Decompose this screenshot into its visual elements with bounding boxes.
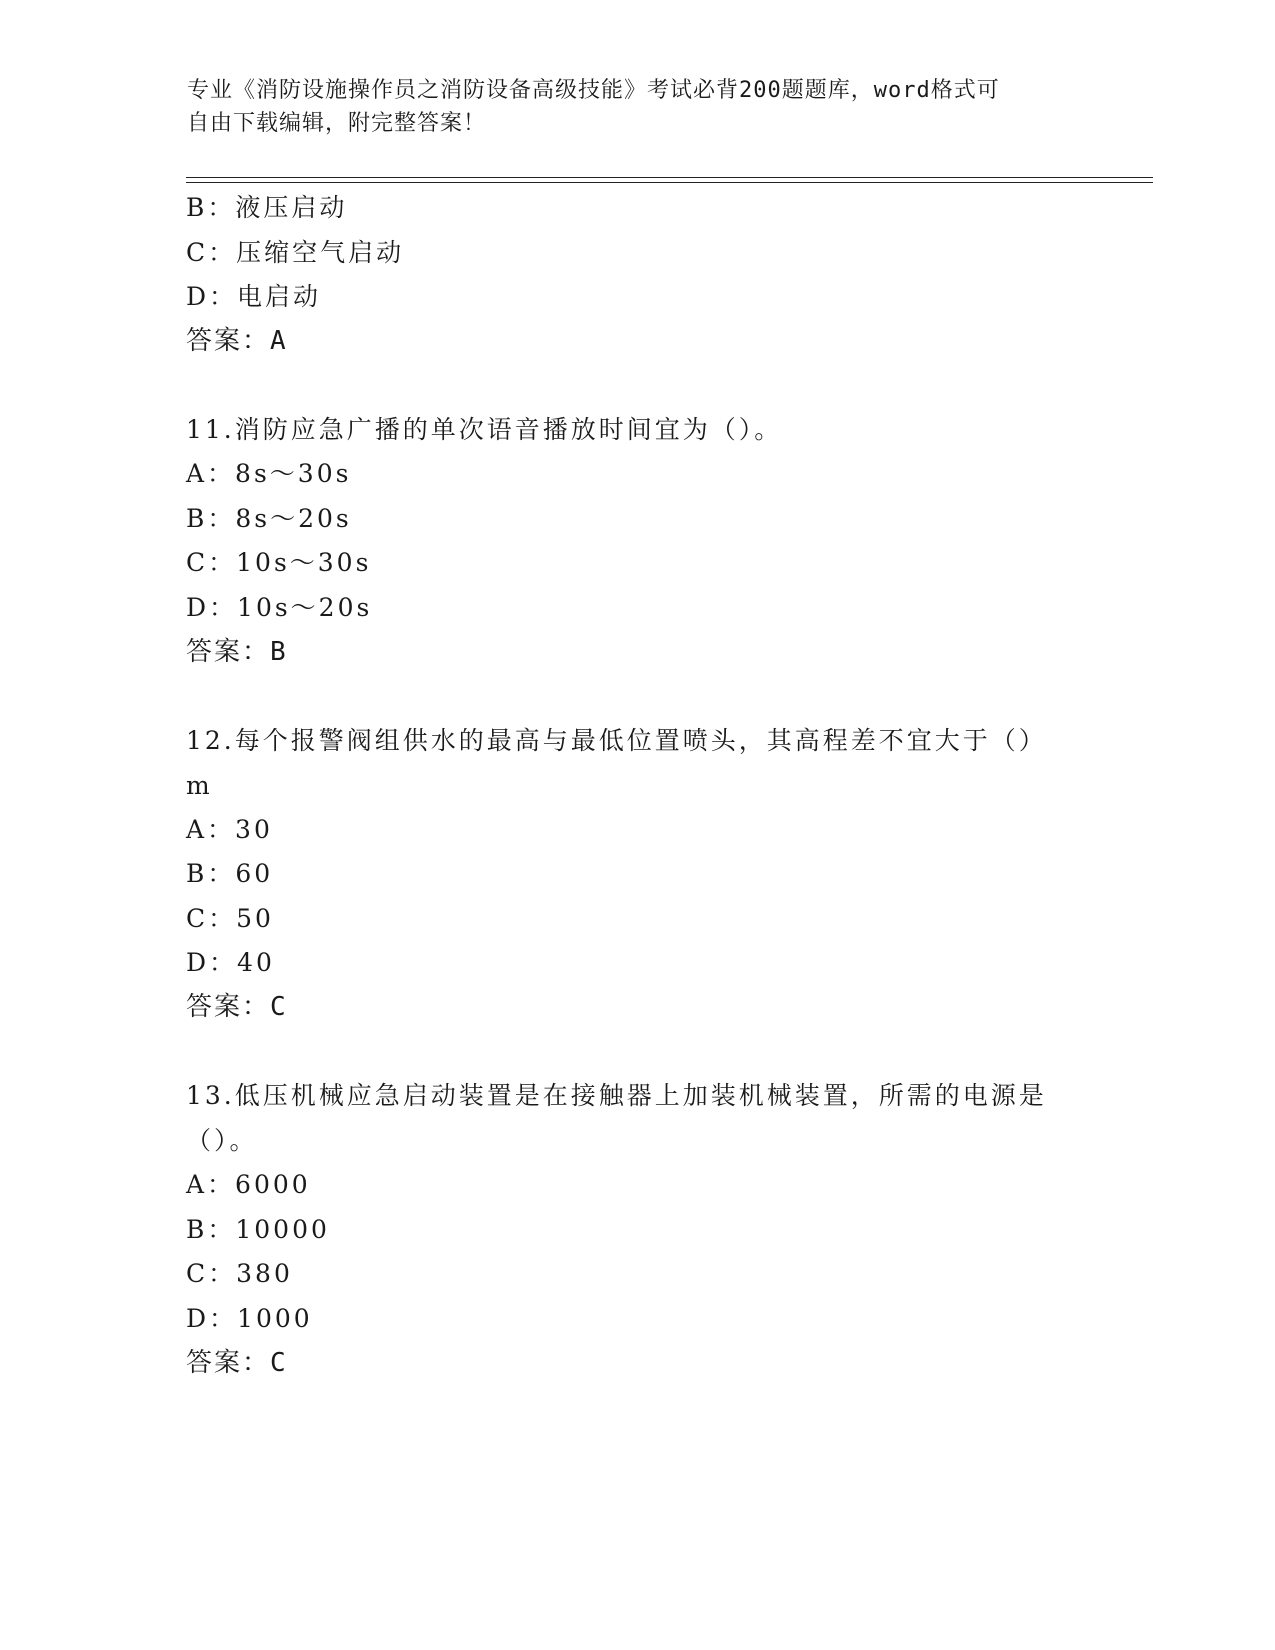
- header-title-line-1: 专业《消防设施操作员之消防设备高级技能》考试必背200题题库，word格式可: [187, 78, 1000, 103]
- q13-question-line-1: 13.低压机械应急启动装置是在接触器上加装机械装置，所需的电源是: [186, 1081, 1047, 1110]
- q11-option-d: D：10s～20s: [186, 593, 373, 622]
- header-title-line-2: 自由下载编辑，附完整答案！: [187, 111, 487, 136]
- q13-option-b: B：10000: [186, 1215, 330, 1244]
- q12-option-c: C：50: [186, 904, 274, 933]
- q10-option-d: D：电启动: [186, 282, 322, 311]
- q11-option-a: A：8s～30s: [186, 459, 352, 488]
- q11-option-c: C：10s～30s: [186, 548, 372, 577]
- q12-option-a: A：30: [186, 815, 273, 844]
- q11-option-b: B：8s～20s: [186, 504, 352, 533]
- q10-option-b: B：液压启动: [186, 193, 348, 222]
- q13-option-d: D：1000: [186, 1304, 313, 1333]
- q12-answer: 答案：C: [186, 992, 288, 1022]
- q13-question-line-2: （）。: [186, 1126, 258, 1155]
- q10-option-c: C：压缩空气启动: [186, 238, 405, 267]
- q12-question-line-2: m: [186, 771, 213, 800]
- q11-question: 11.消防应急广播的单次语音播放时间宜为（）。: [186, 415, 783, 444]
- q13-option-c: C：380: [186, 1259, 293, 1288]
- q11-answer: 答案：B: [186, 637, 288, 667]
- q10-answer: 答案：A: [186, 326, 288, 356]
- q12-option-b: B：60: [186, 859, 274, 888]
- q12-option-d: D：40: [186, 948, 275, 977]
- q13-answer: 答案：C: [186, 1348, 288, 1378]
- q12-question-line-1: 12.每个报警阀组供水的最高与最低位置喷头，其高程差不宜大于（）: [186, 726, 1047, 755]
- page-header: [187, 74, 1067, 140]
- header-divider-top: [186, 177, 1153, 178]
- header-divider-bottom: [186, 182, 1153, 183]
- q13-option-a: A：6000: [186, 1170, 311, 1199]
